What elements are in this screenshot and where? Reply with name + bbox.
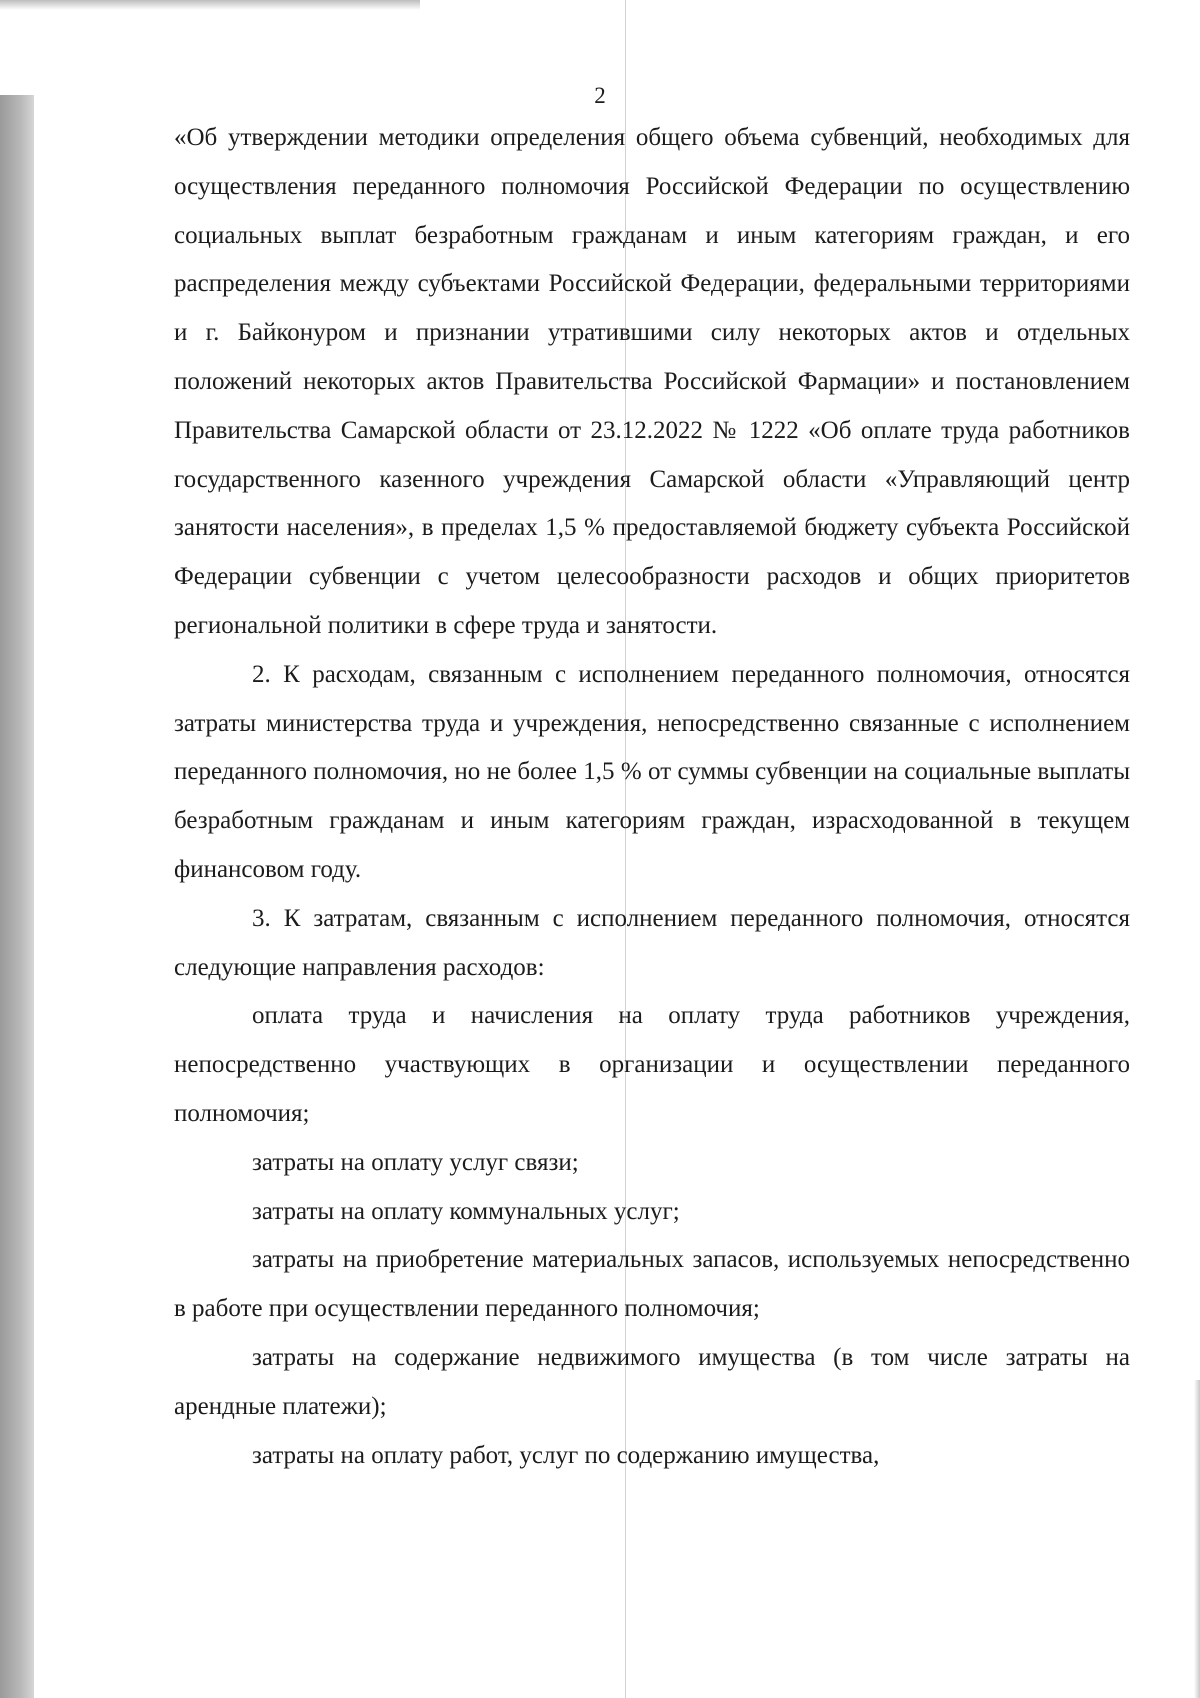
list-item: оплата труда и начисления на оплату труда работников учреждения, непосредственно участвующих в организации и осуществлении переданного полномочия; — [174, 1002, 1130, 1127]
list-item: затраты на оплату услуг связи; — [252, 1148, 579, 1176]
list-item: затраты на приобретение материальных запасов, используемых непосредственно в работе при осуществлении переданного полномочия; — [174, 1246, 1130, 1323]
scan-edge-top — [0, 0, 420, 10]
paragraph-continuation: «Об утверждении методики определения общего объема субвенций, необходимых для осуществления переданного полномочия Российской Федерации по осуществлению социальных выплат безработным гражданам и иным категориям граждан, и его распределения между субъектами Российской Федерации, федеральными территориями и г. Байконуром и признании утратившими силу некоторых актов и отдельных положений некоторых актов Правительства Российской Фармации» и постановлением Правительства Самарской области от 23.12.2022 № 1222 «Об оплате труда работников государственного казенного учреждения Самарской области «Управляющий центр занятости населения», в пределах 1,5 % предоставляемой бюджету субъекта Российской Федерации субвенции с учетом целесообразности расходов и общих приоритетов региональной политики в сфере труда и занятости. — [174, 124, 1130, 639]
scan-edge-left — [0, 95, 34, 1698]
paragraph-item-2: 2. К расходам, связанным с исполнением переданного полномочия, относятся затраты министерства труда и учреждения, непосредственно связанные с исполнением переданного полномочия, но не более 1,5 % от суммы субвенции на социальные выплаты безработным гражданам и иным категориям граждан, израсходованной в текущем финансовом году. — [174, 660, 1130, 883]
document-body — [174, 114, 1130, 1480]
paragraph-item-3: 3. К затратам, связанным с исполнением переданного полномочия, относятся следующие направления расходов: — [174, 904, 1130, 981]
list-item: затраты на оплату коммунальных услуг; — [252, 1197, 680, 1225]
page-number: 2 — [594, 83, 606, 108]
list-item: затраты на содержание недвижимого имущества (в том числе затраты на арендные платежи); — [174, 1343, 1130, 1420]
scan-edge-right — [1194, 1380, 1200, 1698]
list-item: затраты на оплату работ, услуг по содержанию имущества, — [252, 1441, 880, 1469]
